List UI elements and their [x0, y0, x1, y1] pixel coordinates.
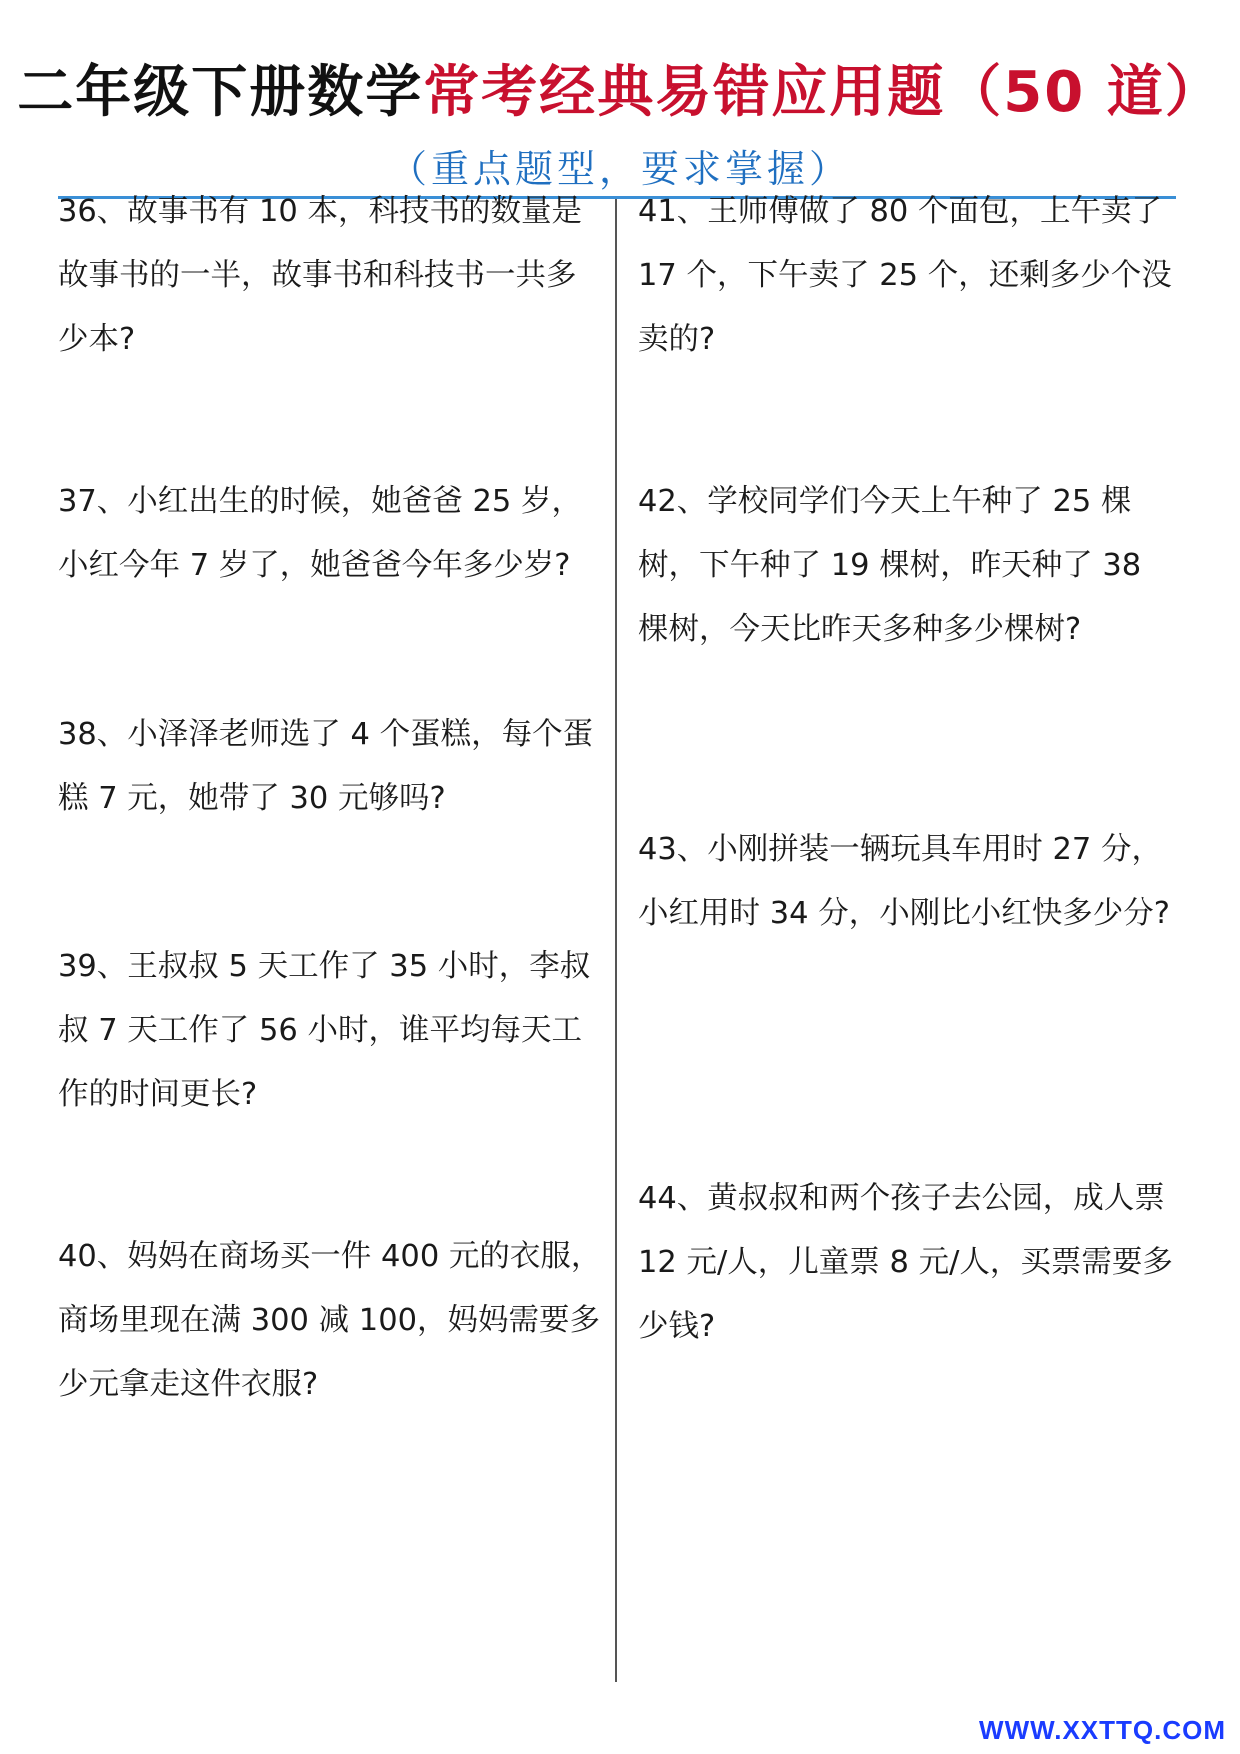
question-39: 39、王叔叔 5 天工作了 35 小时，李叔叔 7 天工作了 56 小时，谁平均每天工作的时间更长?	[58, 949, 591, 1112]
question-37: 37、小红出生的时候，她爸爸 25 岁，小红今年 7 岁了，她爸爸今年多少岁?	[58, 484, 583, 583]
page-subtitle: （重点题型，要求掌握）	[388, 147, 851, 191]
watermark-link[interactable]: WWW.XXTTQ.COM	[979, 1715, 1226, 1745]
question-44: 44、黄叔叔和两个孩子去公园，成人票 12 元/人，儿童票 8 元/人，买票需要多少钱?	[638, 1181, 1173, 1344]
page-title	[0, 48, 1240, 128]
question-40: 40、妈妈在商场买一件 400 元的衣服，商场里现在满 300 减 100，妈妈需要多少元拿走这件衣服?	[58, 1239, 602, 1402]
question-41: 41、王师傅做了 80 个面包，上午卖了 17 个，下午卖了 25 个，还剩多少个没卖的?	[638, 194, 1172, 357]
question-43: 43、小刚拼装一辆玩具车用时 27 分，小红用时 34 分，小刚比小红快多少分?	[638, 832, 1170, 931]
column-divider	[615, 199, 617, 1682]
title-grade-part: 二年级下册数学	[17, 60, 424, 125]
question-38: 38、小泽泽老师选了 4 个蛋糕，每个蛋糕 7 元，她带了 30 元够吗?	[58, 717, 594, 816]
title-topic-part: 常考经典易错应用题（50 道）	[423, 60, 1223, 125]
question-36: 36、故事书有 10 本，科技书的数量是故事书的一半，故事书和科技书一共多少本?	[58, 194, 583, 357]
question-42: 42、学校同学们今天上午种了 25 棵树，下午种了 19 棵树，昨天种了 38 棵树，今天比昨天多种多少棵树?	[638, 484, 1142, 647]
